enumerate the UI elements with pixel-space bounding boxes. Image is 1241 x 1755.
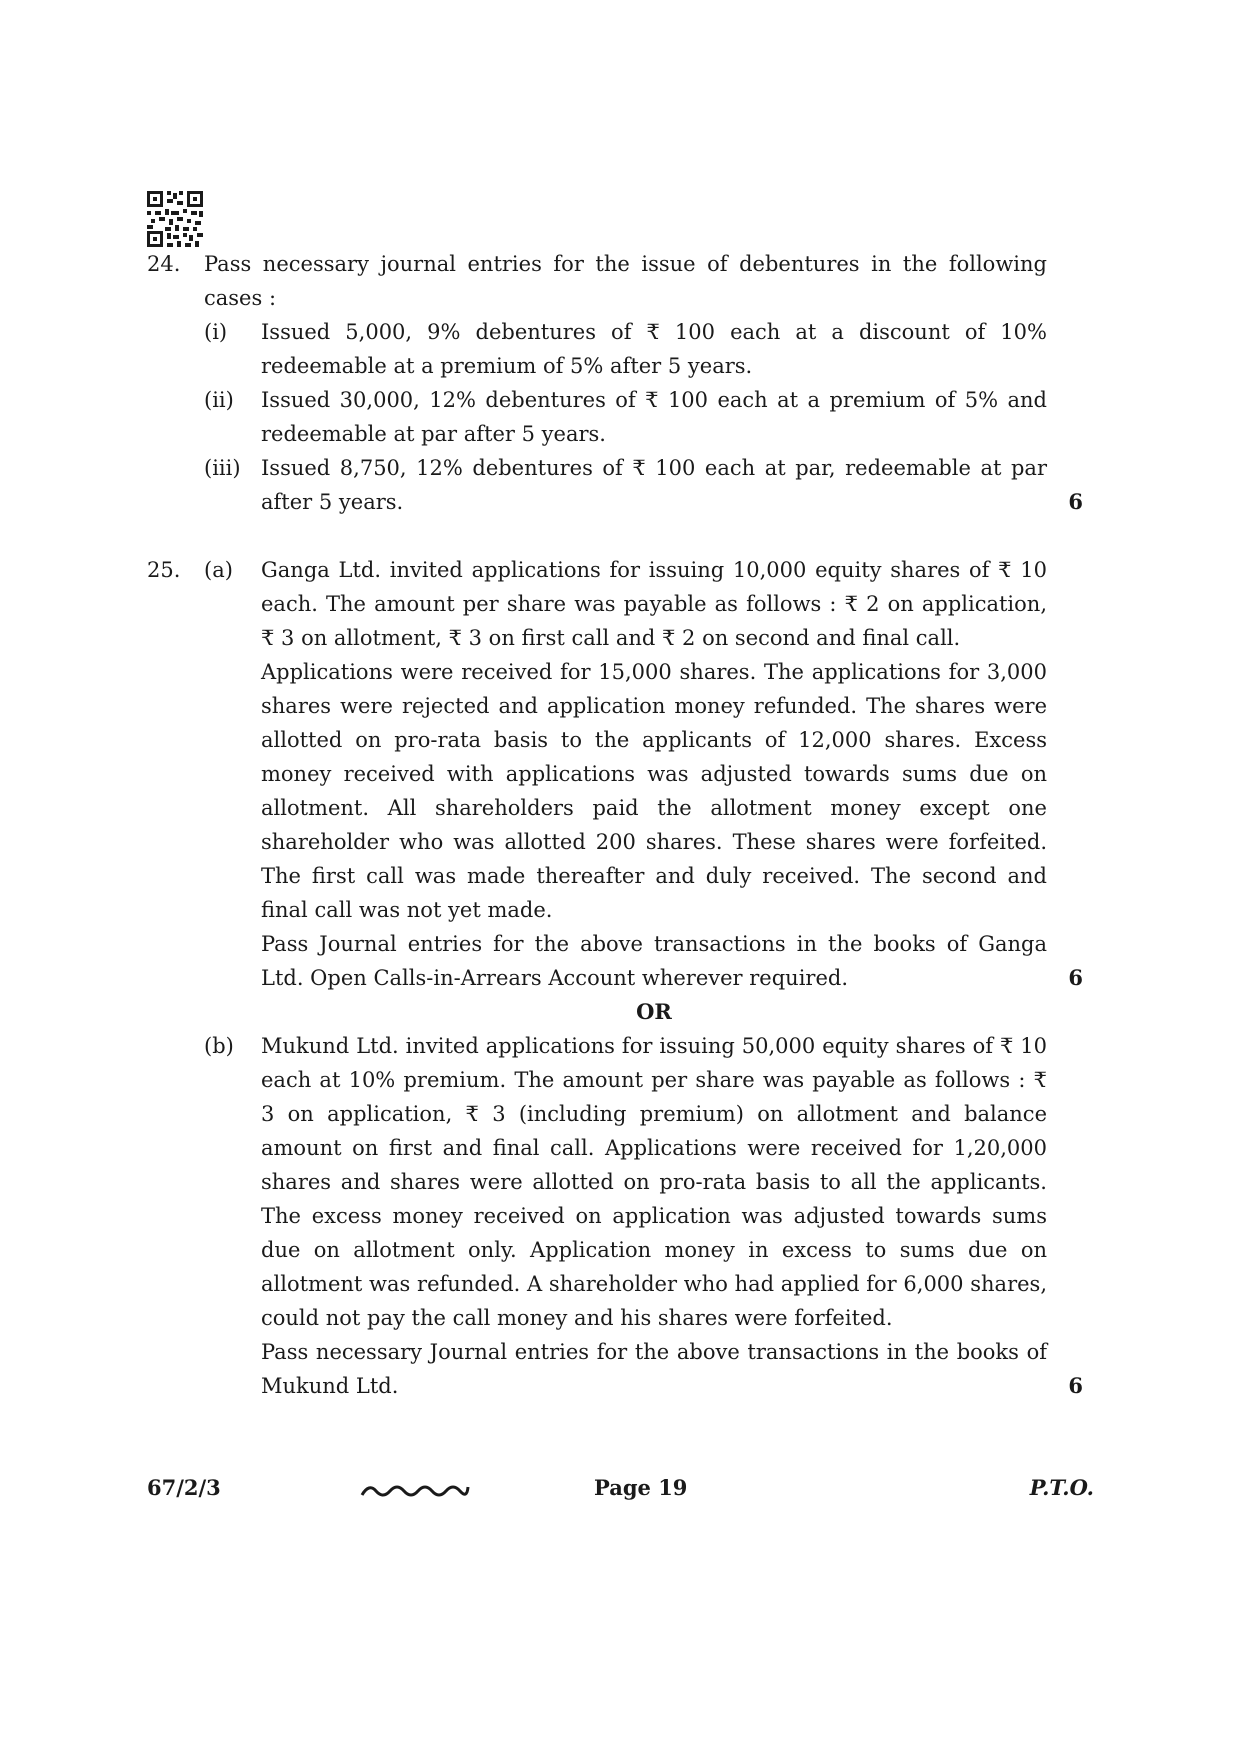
part-label: (b) (204, 1034, 234, 1058)
question-page (147, 247, 1083, 1403)
question-number: 24. (147, 252, 181, 276)
item-number: (iii) (204, 456, 241, 480)
paragraph: Pass necessary Journal entries for the above transactions in the books of Mukund Ltd. (261, 1340, 1047, 1398)
or-separator: OR (636, 999, 672, 1024)
part-label: (a) (204, 558, 233, 582)
question-25 (147, 553, 1083, 1403)
part-b (204, 1029, 1083, 1403)
wave-ornament-icon (360, 1477, 470, 1505)
paper-code: 67/2/3 (147, 1475, 221, 1500)
list-item (204, 451, 1083, 519)
paragraph: Applications were received for 15,000 shares. The applications for 3,000 shares were rejected and application money refunded. The shares were allotted on pro-rata basis to the applicants of 12,000 shares. Excess money received with applications was adjusted towards sums due on allotment. All shareholders paid the allotment money except one shareholder who was allotted 200 shares. These shares were forfeited. The first call was made thereafter and duly received. The second and final call was not yet made. (261, 660, 1047, 922)
paragraph: Mukund Ltd. invited applications for issuing 50,000 equity shares of ₹ 10 each at 10% premium. The amount per share was payable as follows : ₹ 3 on application, ₹ 3 (including premium) on allotment and balance amount on first and final call. Applications were received for 1,20,000 shares and shares were allotted on pro-rata basis to all the applicants. The excess money received on application was adjusted towards sums due on allotment only. Application money in excess to sums due on allotment was refunded. A shareholder who had applied for 6,000 shares, could not pay the call money and his shares were forfeited. (261, 1034, 1047, 1330)
paragraph: Pass Journal entries for the above transactions in the books of Ganga Ltd. Open Calls-in-Arrears Account wherever required. (261, 932, 1047, 990)
question-intro: Pass necessary journal entries for the issue of debentures in the following cases : (204, 252, 1047, 310)
marks: 6 (1068, 1373, 1083, 1398)
item-number: (ii) (204, 388, 234, 412)
page-number: Page 19 (594, 1475, 688, 1500)
item-text: Issued 30,000, 12% debentures of ₹ 100 each at a premium of 5% and redeemable at par after 5 years. (261, 388, 1047, 446)
paragraph: Ganga Ltd. invited applications for issuing 10,000 equity shares of ₹ 10 each. The amount per share was payable as follows : ₹ 2 on application, ₹ 3 on allotment, ₹ 3 on first call and ₹ 2 on second and final call. (261, 558, 1047, 650)
marks: 6 (1068, 489, 1083, 514)
item-number: (i) (204, 320, 228, 344)
pto-label: P.T.O. (1029, 1475, 1094, 1500)
item-text: Issued 5,000, 9% debentures of ₹ 100 each at a discount of 10% redeemable at a premium of 5% after 5 years. (261, 320, 1047, 378)
marks: 6 (1068, 965, 1083, 990)
item-text: Issued 8,750, 12% debentures of ₹ 100 each at par, redeemable at par after 5 years. (261, 456, 1047, 514)
list-item (204, 315, 1047, 383)
page-footer (147, 1475, 1094, 1509)
qr-code-icon (147, 191, 203, 247)
question-number: 25. (147, 558, 181, 582)
list-item (204, 383, 1047, 451)
question-24 (147, 247, 1083, 519)
part-a (204, 553, 1083, 995)
